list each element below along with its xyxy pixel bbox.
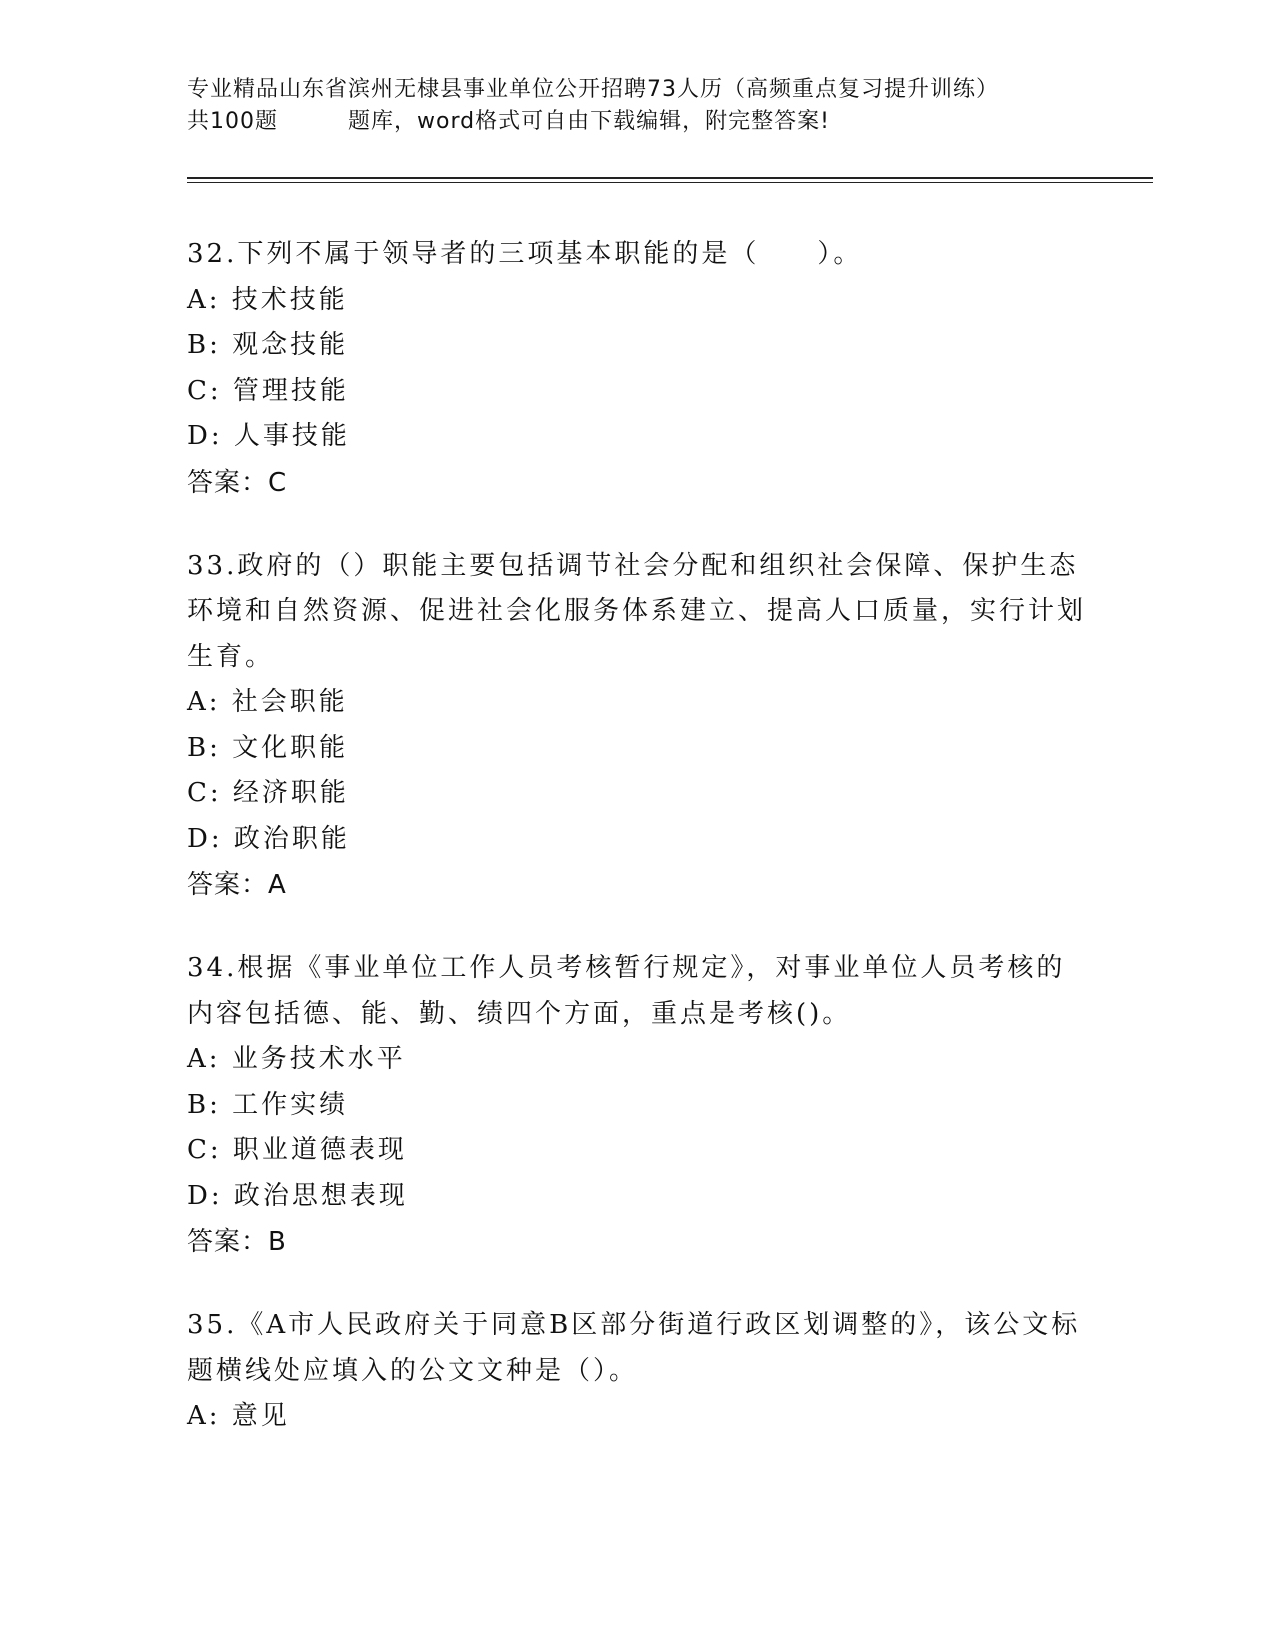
option-b: B: 观念技能 — [187, 330, 349, 360]
question-stem: 32.下列不属于领导者的三项基本职能的是（ ）。 — [187, 239, 863, 269]
question-stem: 34.根据《事业单位工作人员考核暂行规定》，对事业单位人员考核的内容包括德、能、勤、绩四个方面，重点是考核()。 — [187, 953, 1066, 1029]
option-d: D: 政治职能 — [187, 823, 350, 854]
question-stem: 33.政府的（）职能主要包括调节社会分配和组织社会保障、保护生态环境和自然资源、促进社会化服务体系建立、提高人口质量，实行计划生育。 — [187, 550, 1087, 672]
header-divider-thick — [187, 177, 1153, 179]
option-c: C: 经济职能 — [187, 778, 349, 808]
header-description: 题库，word格式可自由下载编辑，附完整答案! — [348, 109, 830, 134]
question-32 — [187, 232, 1087, 506]
option-a: A: 业务技术水平 — [187, 1044, 406, 1074]
question-35 — [187, 1303, 1087, 1440]
header-subtitle-line — [187, 106, 1087, 138]
question-34 — [187, 946, 1087, 1265]
option-d: D: 政治思想表现 — [187, 1180, 408, 1211]
option-c: C: 职业道德表现 — [187, 1135, 407, 1165]
answer-line: 答案：C — [187, 467, 288, 498]
question-list — [187, 232, 1087, 1478]
option-a: A: 意见 — [187, 1401, 290, 1431]
header-title-line: 专业精品山东省滨州无棣县事业单位公开招聘73人历（高频重点复习提升训练） — [187, 77, 999, 102]
header-question-count: 共100题 — [187, 109, 278, 134]
option-a: A: 技术技能 — [187, 284, 348, 315]
header-divider-thin — [187, 182, 1153, 183]
option-b: B: 文化职能 — [187, 732, 349, 763]
option-b: B: 工作实绩 — [187, 1089, 349, 1120]
option-a: A: 社会职能 — [187, 687, 348, 717]
answer-line: 答案：A — [187, 870, 287, 900]
question-stem: 35.《A市人民政府关于同意B区部分街道行政区划调整的》，该公文标题横线处应填入的公文文种是（）。 — [187, 1310, 1081, 1386]
answer-line: 答案：B — [187, 1227, 287, 1257]
document-header — [187, 74, 1087, 138]
option-c: C: 管理技能 — [187, 375, 349, 406]
question-33 — [187, 544, 1087, 909]
option-d: D: 人事技能 — [187, 421, 350, 451]
